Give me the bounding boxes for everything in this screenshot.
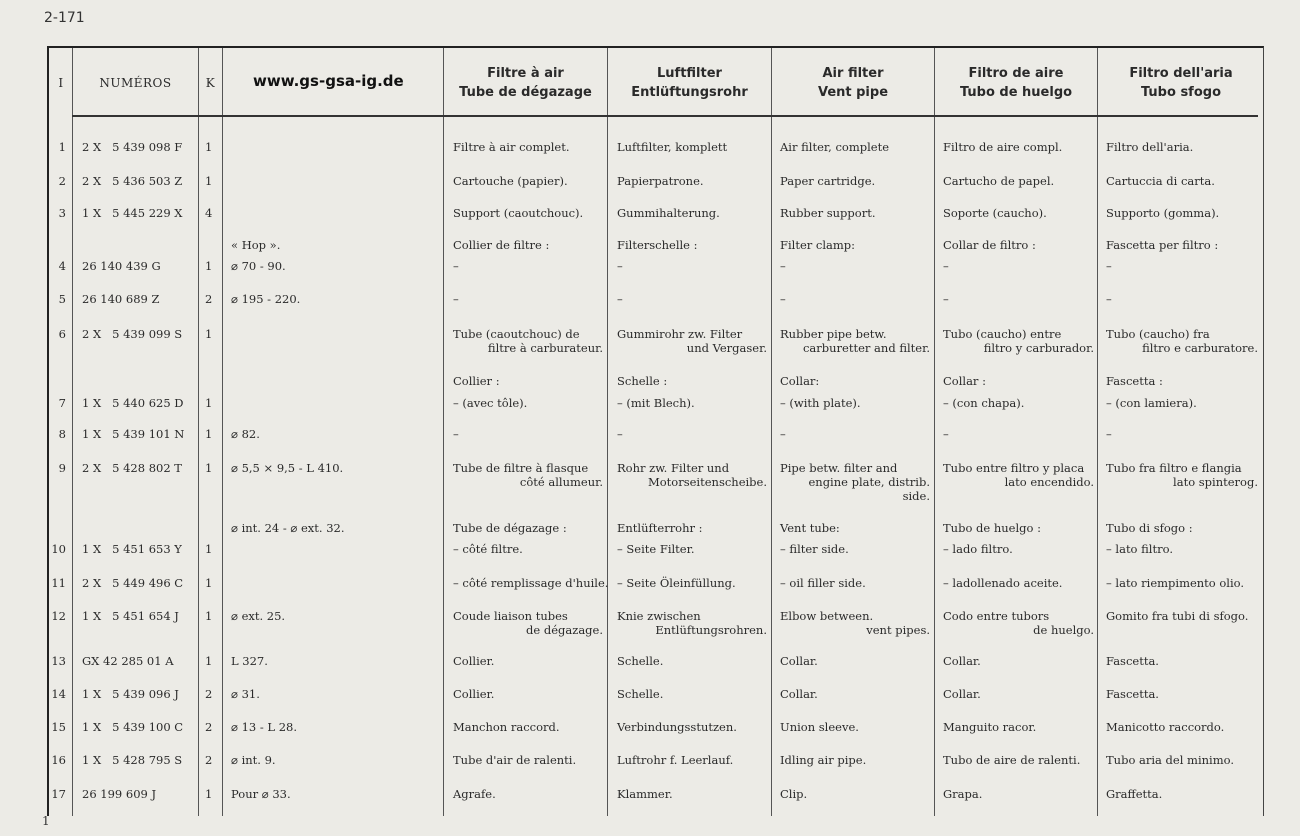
cell-es: filtro y carburador. (983, 341, 1094, 355)
cell-k: 2 (205, 720, 213, 734)
cell-i: 12 (51, 609, 66, 623)
cell-num: 26 140 439 G (82, 259, 161, 273)
header-italian (1098, 55, 1264, 110)
cell-spec: ⌀ 195 - 220. (231, 292, 301, 306)
cell-fr: Collier. (453, 654, 495, 668)
column-divider (1097, 48, 1098, 816)
cell-es: de huelgo. (1033, 623, 1094, 637)
cell-fr: – (453, 259, 459, 273)
cell-fr: – (453, 292, 459, 306)
cell-i: 9 (58, 461, 66, 475)
header-spanish-line1: Filtro de aire (968, 65, 1064, 81)
cell-num: 2 X 5 428 802 T (82, 461, 182, 475)
cell-num: 26 140 689 Z (82, 292, 160, 306)
header-german-line1: Luftfilter (657, 65, 722, 81)
header-french-line1: Filtre à air (487, 65, 564, 81)
cell-en: Paper cartridge. (780, 174, 876, 188)
cell-fr: Tube de dégazage : (453, 521, 567, 535)
cell-num: 1 X 5 451 654 J (82, 609, 179, 623)
cell-en: vent pipes. (866, 623, 930, 637)
cell-k: 1 (205, 461, 213, 475)
header-english-line1: Air filter (822, 65, 884, 81)
website-url: www.gs-gsa-ig.de (253, 72, 404, 90)
cell-i: 8 (58, 427, 66, 441)
cell-num: 1 X 5 439 100 C (82, 720, 184, 734)
cell-it: lato spinterog. (1173, 475, 1258, 489)
cell-es: Tubo (caucho) entre (943, 327, 1062, 341)
cell-it: Tubo fra filtro e flangia (1106, 461, 1242, 475)
cell-i: 4 (58, 259, 66, 273)
cell-k: 1 (205, 576, 213, 590)
cell-en: Collar. (780, 687, 818, 701)
cell-en: Union sleeve. (780, 720, 859, 734)
cell-i: 6 (58, 327, 66, 341)
cell-en: Pipe betw. filter and (780, 461, 898, 475)
cell-en: Collar. (780, 654, 818, 668)
cell-num: 1 X 5 439 096 J (82, 687, 179, 701)
cell-it: – (1106, 292, 1112, 306)
column-divider (771, 48, 772, 816)
cell-k: 1 (205, 609, 213, 623)
cell-de: Schelle. (617, 687, 664, 701)
cell-num: 1 X 5 440 625 D (82, 396, 184, 410)
column-divider (72, 48, 73, 816)
cell-es: Tubo entre filtro y placa (943, 461, 1085, 475)
cell-en: Filter clamp: (780, 238, 856, 252)
cell-en: Rubber pipe betw. (780, 327, 887, 341)
column-divider (443, 48, 444, 816)
cell-num: 2 X 5 436 503 Z (82, 174, 183, 188)
cell-fr: filtre à carburateur. (487, 341, 603, 355)
cell-de: Gummihalterung. (617, 206, 720, 220)
cell-es: Collar. (943, 654, 981, 668)
cell-es: Collar. (943, 687, 981, 701)
cell-num: 1 X 5 451 653 Y (82, 542, 182, 556)
cell-it: Cartuccia di carta. (1106, 174, 1215, 188)
cell-de: Gummirohr zw. Filter (617, 327, 743, 341)
cell-de: Motorseitenscheibe. (647, 475, 767, 489)
cell-k: 2 (205, 753, 213, 767)
cell-spec: ⌀ 5,5 × 9,5 - L 410. (231, 461, 344, 475)
cell-de: Filterschelle : (617, 238, 698, 252)
cell-es: Filtro de aire compl. (943, 140, 1063, 154)
header-italian-line1: Filtro dell'aria (1129, 65, 1233, 81)
cell-es: Tubo de aire de ralenti. (943, 753, 1081, 767)
cell-en: engine plate, distrib. (808, 475, 930, 489)
cell-it: – (1106, 427, 1112, 441)
cell-it: Manicotto raccordo. (1106, 720, 1225, 734)
cell-en: Vent tube: (780, 521, 840, 535)
cell-fr: Manchon raccord. (453, 720, 560, 734)
cell-spec: ⌀ ext. 25. (231, 609, 286, 623)
cell-spec: ⌀ 82. (231, 427, 260, 441)
header-german-line2: Entlüftungsrohr (631, 84, 748, 100)
cell-i: 17 (51, 787, 66, 801)
cell-spec: ⌀ int. 24 - ⌀ ext. 32. (231, 521, 345, 535)
cell-de: – (mit Blech). (617, 396, 695, 410)
header-italian-line2: Tubo sfogo (1140, 84, 1222, 100)
cell-fr: Coude liaison tubes (453, 609, 568, 623)
cell-num: 26 199 609 J (82, 787, 157, 801)
cell-en: – (780, 292, 786, 306)
cell-fr: Collier de filtre : (453, 238, 550, 252)
cell-en: Elbow between. (780, 609, 874, 623)
cell-en: carburetter and filter. (802, 341, 930, 355)
cell-spec: ⌀ int. 9. (231, 753, 276, 767)
cell-fr: Filtre à air complet. (453, 140, 570, 154)
cell-num: 2 X 5 439 098 F (82, 140, 183, 154)
cell-en: Clip. (780, 787, 808, 801)
cell-en: – (with plate). (780, 396, 861, 410)
cell-fr: – côté filtre. (453, 542, 523, 556)
cell-es: – (943, 427, 949, 441)
page-number: 2-171 (44, 10, 85, 26)
cell-i: 15 (51, 720, 66, 734)
cell-num: 1 X 5 439 101 N (82, 427, 185, 441)
cell-de: – (617, 427, 623, 441)
cell-fr: – (453, 427, 459, 441)
cell-num: GX 42 285 01 A (82, 654, 174, 668)
cell-it: Tubo aria del minimo. (1106, 753, 1235, 767)
header-rule (72, 115, 1258, 117)
cell-es: Codo entre tubors (943, 609, 1050, 623)
cell-es: Manguito racor. (943, 720, 1037, 734)
cell-it: – (1106, 259, 1112, 273)
header-spanish-line2: Tubo de huelgo (959, 84, 1073, 100)
header-french-line2: Tube de dégazage (459, 84, 592, 100)
cell-i: 11 (51, 576, 66, 590)
cell-de: Luftfilter, komplett (617, 140, 728, 154)
cell-en: Collar: (780, 374, 820, 388)
cell-de: Rohr zw. Filter und (617, 461, 730, 475)
cell-spec: ⌀ 31. (231, 687, 260, 701)
cell-it: Gomito fra tubi di sfogo. (1106, 609, 1249, 623)
column-divider (607, 48, 608, 816)
cell-k: 1 (205, 327, 213, 341)
cell-i: 16 (51, 753, 66, 767)
cell-de: Schelle. (617, 654, 664, 668)
cell-fr: Tube d'air de ralenti. (453, 753, 577, 767)
cell-en: – (780, 427, 786, 441)
cell-de: Luftrohr f. Leerlauf. (617, 753, 734, 767)
cell-en: Rubber support. (780, 206, 876, 220)
cell-fr: Tube de filtre à flasque (453, 461, 589, 475)
cell-spec: ⌀ 70 - 90. (231, 259, 286, 273)
cell-fr: Cartouche (papier). (453, 174, 568, 188)
cell-de: Entlüftungsrohren. (655, 623, 767, 637)
cell-en: – (780, 259, 786, 273)
cell-de: Papierpatrone. (617, 174, 704, 188)
header-k: K (205, 75, 216, 90)
cell-i: 13 (51, 654, 66, 668)
cell-es: – (943, 259, 949, 273)
cell-fr: Tube (caoutchouc) de (453, 327, 580, 341)
cell-de: Verbindungsstutzen. (617, 720, 737, 734)
cell-i: 1 (58, 140, 66, 154)
header-german (608, 55, 771, 110)
cell-de: Klammer. (617, 787, 673, 801)
cell-en: Idling air pipe. (780, 753, 867, 767)
header-spanish (935, 55, 1097, 110)
cell-es: Cartucho de papel. (943, 174, 1055, 188)
cell-en: – filter side. (780, 542, 849, 556)
cell-k: 4 (205, 206, 213, 220)
cell-de: Schelle : (617, 374, 668, 388)
cell-spec: L 327. (231, 654, 268, 668)
cell-i: 2 (58, 174, 66, 188)
cell-de: – Seite Filter. (617, 542, 695, 556)
cell-en: Air filter, complete (780, 140, 889, 154)
cell-k: 1 (205, 259, 213, 273)
cell-fr: de dégazage. (526, 623, 603, 637)
cell-num: 2 X 5 439 099 S (82, 327, 183, 341)
cell-fr: Collier. (453, 687, 495, 701)
cell-de: Knie zwischen (617, 609, 701, 623)
cell-it: Fascetta. (1106, 654, 1159, 668)
cell-de: Entlüfterrohr : (617, 521, 703, 535)
cell-it: – lato filtro. (1106, 542, 1173, 556)
cell-k: 1 (205, 542, 213, 556)
cell-it: filtro e carburatore. (1142, 341, 1258, 355)
cell-i: 10 (51, 542, 66, 556)
cell-it: Fascetta per filtro : (1106, 238, 1219, 252)
cell-de: – Seite Öleinfüllung. (617, 576, 736, 590)
cell-k: 1 (205, 396, 213, 410)
cell-num: 1 X 5 445 229 X (82, 206, 183, 220)
cell-num: 1 X 5 428 795 S (82, 753, 183, 767)
cell-k: 1 (205, 787, 213, 801)
header-numeros: NUMÉROS (99, 75, 172, 90)
cell-es: – ladollenado aceite. (943, 576, 1063, 590)
cell-en: – oil filler side. (780, 576, 866, 590)
cell-en: side. (902, 489, 930, 503)
cell-k: 1 (205, 140, 213, 154)
cell-spec: « Hop ». (231, 238, 281, 252)
cell-k: 1 (205, 427, 213, 441)
cell-it: – (con lamiera). (1106, 396, 1197, 410)
cell-es: Soporte (caucho). (943, 206, 1047, 220)
cell-de: – (617, 292, 623, 306)
cell-num: 2 X 5 449 496 C (82, 576, 184, 590)
cell-fr: – (avec tôle). (453, 396, 528, 410)
column-divider (222, 48, 223, 816)
cell-spec: ⌀ 13 - L 28. (231, 720, 297, 734)
column-divider (934, 48, 935, 816)
cell-i: 3 (58, 206, 66, 220)
cell-de: – (617, 259, 623, 273)
cell-fr: côté allumeur. (519, 475, 603, 489)
cell-it: Filtro dell'aria. (1106, 140, 1194, 154)
cell-es: – lado filtro. (943, 542, 1013, 556)
footer-number: 1 (42, 814, 50, 828)
cell-es: Grapa. (943, 787, 983, 801)
cell-es: lato encendido. (1004, 475, 1094, 489)
cell-it: – lato riempimento olio. (1106, 576, 1245, 590)
cell-fr: Collier : (453, 374, 500, 388)
cell-i: 7 (58, 396, 66, 410)
header-english-line2: Vent pipe (817, 84, 889, 100)
cell-it: Tubo di sfogo : (1106, 521, 1193, 535)
cell-spec: Pour ⌀ 33. (231, 787, 291, 801)
cell-it: Supporto (gomma). (1106, 206, 1220, 220)
cell-es: – (con chapa). (943, 396, 1025, 410)
cell-it: Fascetta. (1106, 687, 1159, 701)
cell-fr: – côté remplissage d'huile. (453, 576, 609, 590)
cell-k: 1 (205, 654, 213, 668)
header-index: I (58, 75, 64, 90)
cell-es: Collar : (943, 374, 986, 388)
cell-es: Collar de filtro : (943, 238, 1036, 252)
cell-fr: Support (caoutchouc). (453, 206, 584, 220)
cell-de: und Vergaser. (686, 341, 767, 355)
header-french (444, 55, 607, 110)
cell-it: Fascetta : (1106, 374, 1163, 388)
cell-es: – (943, 292, 949, 306)
cell-k: 2 (205, 687, 213, 701)
cell-i: 5 (58, 292, 66, 306)
column-divider (198, 48, 199, 816)
cell-i: 14 (51, 687, 66, 701)
cell-it: Graffetta. (1106, 787, 1163, 801)
cell-fr: Agrafe. (453, 787, 496, 801)
cell-es: Tubo de huelgo : (943, 521, 1041, 535)
cell-it: Tubo (caucho) fra (1106, 327, 1210, 341)
cell-k: 1 (205, 174, 213, 188)
cell-k: 2 (205, 292, 213, 306)
header-english (772, 55, 934, 110)
